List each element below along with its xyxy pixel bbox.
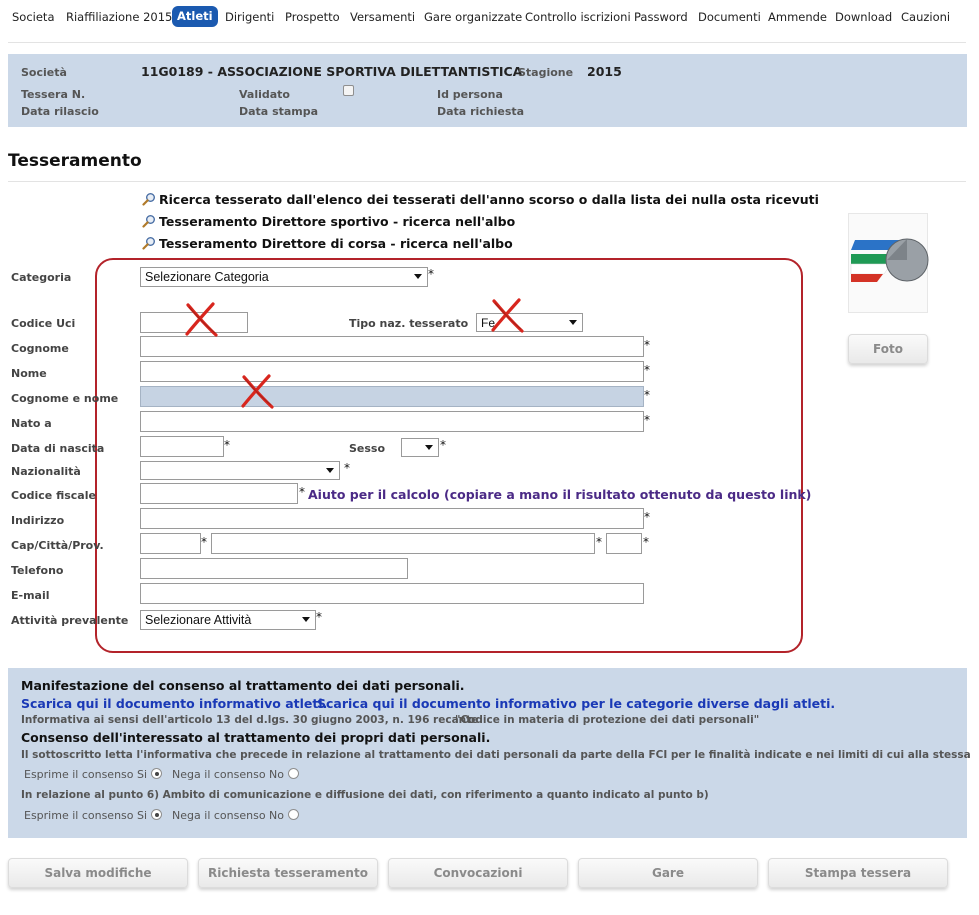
nega-consenso-label: Nega il consenso No [172, 809, 285, 822]
id-persona-label: Id persona [437, 88, 503, 101]
nome-label: Nome [11, 367, 47, 380]
nav-password[interactable]: Password [634, 10, 688, 24]
esprime-consenso-label: Esprime il consenso Si [24, 809, 148, 822]
provincia-input[interactable] [606, 533, 642, 554]
email-input[interactable] [140, 583, 644, 604]
search-link-direttore-corsa-label: Tesseramento Direttore di corsa - ricerca nell'albo [159, 236, 513, 251]
stagione-label: Stagione [518, 66, 574, 79]
nav-prospetto[interactable]: Prospetto [285, 10, 340, 24]
codice-uci-label: Codice Uci [11, 317, 76, 330]
cap-input[interactable] [140, 533, 201, 554]
search-link-direttore-corsa[interactable] [142, 236, 513, 251]
attivita-select-value: Selezionare Attività [145, 613, 252, 627]
nav-download[interactable]: Download [835, 10, 893, 24]
consent-panel [8, 668, 971, 838]
magnifier-icon [142, 214, 156, 228]
attivita-label: Attività prevalente [11, 614, 129, 627]
in-relazione-text: In relazione al punto 6) Ambito di comunicazione e diffusione dei dati, con riferimento a quanto indicato al punto b) [21, 789, 709, 801]
societa-label: Società [21, 66, 67, 79]
categoria-select-value: Selezionare Categoria [145, 270, 269, 284]
data-rilascio-label: Data rilascio [21, 105, 99, 118]
validato-checkbox[interactable] [343, 85, 354, 96]
top-navigation [0, 0, 979, 34]
consent-title: Manifestazione del consenso al trattamento dei dati personali. [21, 678, 465, 693]
search-link-direttore-sportivo-label: Tesseramento Direttore sportivo - ricerca nell'albo [159, 214, 516, 229]
consenso-title: Consenso dell'interessato al trattamento dei propri dati personali. [21, 730, 491, 745]
categoria-select[interactable] [140, 267, 428, 287]
required-mark: * [644, 413, 650, 427]
society-info-panel [8, 54, 967, 127]
sottoscritto-text: Il sottoscritto letta l'informativa che precede in relazione al trattamento dei dati personali da parte della FCI per le finalità indicate e nei limiti di cui alla stessa [21, 749, 971, 761]
required-mark: * [299, 485, 305, 499]
data-nascita-input[interactable] [140, 436, 224, 457]
tipo-naz-label: Tipo naz. tesserato [349, 317, 469, 330]
required-mark: * [201, 535, 207, 549]
cognome-label: Cognome [11, 342, 69, 355]
cap-citta-prov-label: Cap/Città/Prov. [11, 539, 104, 552]
search-link-direttore-sportivo[interactable] [142, 214, 515, 229]
section-divider [8, 181, 966, 182]
indirizzo-label: Indirizzo [11, 514, 65, 527]
foto-button[interactable]: Foto [848, 334, 928, 364]
telefono-input[interactable] [140, 558, 408, 579]
gare-button[interactable]: Gare [578, 858, 758, 888]
tipo-naz-select-value: Fe [481, 316, 496, 330]
required-mark: * [224, 438, 230, 452]
codice-fiscale-label: Codice fiscale [11, 489, 96, 502]
nav-documenti[interactable]: Documenti [698, 10, 761, 24]
chevron-down-icon [414, 274, 422, 279]
telefono-label: Telefono [11, 564, 64, 577]
required-mark: * [644, 363, 650, 377]
chevron-down-icon [425, 445, 433, 450]
nav-societa[interactable]: Societa [12, 10, 55, 24]
data-stampa-label: Data stampa [239, 105, 319, 118]
categoria-label: Categoria [11, 271, 72, 284]
nav-atleti[interactable]: Atleti [172, 6, 218, 27]
download-info-categorie-link[interactable]: Scarica qui il documento informativo per le categorie diverse dagli atleti. [317, 696, 836, 711]
chevron-down-icon [326, 468, 334, 473]
richiesta-tesseramento-button[interactable]: Richiesta tesseramento [198, 858, 378, 888]
cognome-input[interactable] [140, 336, 644, 357]
salva-modifiche-button[interactable]: Salva modifiche [8, 858, 188, 888]
attivita-select[interactable] [140, 610, 316, 630]
nav-riaffiliazione[interactable]: Riaffiliazione 2015 [66, 10, 173, 24]
email-label: E-mail [11, 589, 50, 602]
data-richiesta-label: Data richiesta [437, 105, 525, 118]
indirizzo-input[interactable] [140, 508, 644, 529]
consent-2-no-radio[interactable] [288, 809, 299, 820]
red-cross-icon [488, 296, 526, 334]
required-mark: * [643, 535, 649, 549]
required-mark: * [428, 267, 434, 281]
nav-gare-organizzate[interactable]: Gare organizzate [424, 10, 523, 24]
stagione-value: 2015 [587, 64, 622, 79]
search-link-tesserato-label: Ricerca tesserato dall'elenco dei tesserati dell'anno scorso o dalla lista dei nulla osta ricevuti [159, 192, 819, 207]
nazionalita-select[interactable] [140, 461, 340, 480]
convocazioni-button[interactable]: Convocazioni [388, 858, 568, 888]
nav-versamenti[interactable]: Versamenti [350, 10, 416, 24]
red-cross-icon [238, 372, 276, 410]
informativa-text: Informativa ai sensi dell'articolo 13 del d.lgs. 30 giugno 2003, n. 196 recante [21, 714, 479, 726]
citta-input[interactable] [211, 533, 595, 554]
codice-privacy-text: "Codice in materia di protezione dei dati personali" [455, 714, 760, 726]
nato-a-label: Nato a [11, 417, 52, 430]
data-nascita-label: Data di nascita [11, 442, 105, 455]
societa-value: 11G0189 - ASSOCIAZIONE SPORTIVA DILETTANTISTICA [141, 64, 523, 79]
required-mark: * [316, 610, 322, 624]
required-mark: * [644, 338, 650, 352]
nav-divider [8, 42, 966, 43]
nav-dirigenti[interactable]: Dirigenti [225, 10, 275, 24]
cognome-nome-label: Cognome e nome [11, 392, 119, 405]
consent-row-2 [24, 809, 309, 822]
sesso-select[interactable] [401, 438, 439, 457]
required-mark: * [596, 535, 602, 549]
magnifier-icon [142, 236, 156, 250]
search-link-tesserato[interactable] [142, 192, 819, 207]
tessera-label: Tessera N. [21, 88, 86, 101]
consent-1-si-radio[interactable] [151, 768, 162, 779]
federation-logo-icon [849, 214, 929, 314]
codice-fiscale-help-link[interactable]: Aiuto per il calcolo (copiare a mano il risultato ottenuto da questo link) [308, 487, 812, 502]
esprime-consenso-label: Esprime il consenso Si [24, 768, 148, 781]
nazionalita-label: Nazionalità [11, 465, 81, 478]
consent-row-1 [24, 768, 309, 781]
download-info-atleti-link[interactable]: Scarica qui il documento informativo atleti. [21, 696, 328, 711]
page-title: Tesseramento [8, 151, 142, 171]
nav-controllo-iscrizioni[interactable]: Controllo iscrizioni [525, 10, 631, 24]
consent-2-si-radio[interactable] [151, 809, 162, 820]
chevron-down-icon [302, 617, 310, 622]
required-mark: * [440, 438, 446, 452]
validato-label: Validato [239, 88, 290, 101]
cognome-nome-input[interactable] [140, 386, 644, 407]
photo-placeholder [848, 213, 928, 313]
nega-consenso-label: Nega il consenso No [172, 768, 285, 781]
nav-cauzioni[interactable]: Cauzioni [901, 10, 951, 24]
nato-a-input[interactable] [140, 411, 644, 432]
stampa-tessera-button[interactable]: Stampa tessera [768, 858, 948, 888]
magnifier-icon [142, 192, 156, 206]
required-mark: * [344, 461, 350, 475]
nome-input[interactable] [140, 361, 644, 382]
red-cross-icon [182, 300, 220, 338]
consent-1-no-radio[interactable] [288, 768, 299, 779]
sesso-label: Sesso [349, 442, 386, 455]
required-mark: * [644, 510, 650, 524]
required-mark: * [644, 388, 650, 402]
nav-ammende[interactable]: Ammende [768, 10, 828, 24]
chevron-down-icon [569, 320, 577, 325]
codice-fiscale-input[interactable] [140, 483, 298, 504]
